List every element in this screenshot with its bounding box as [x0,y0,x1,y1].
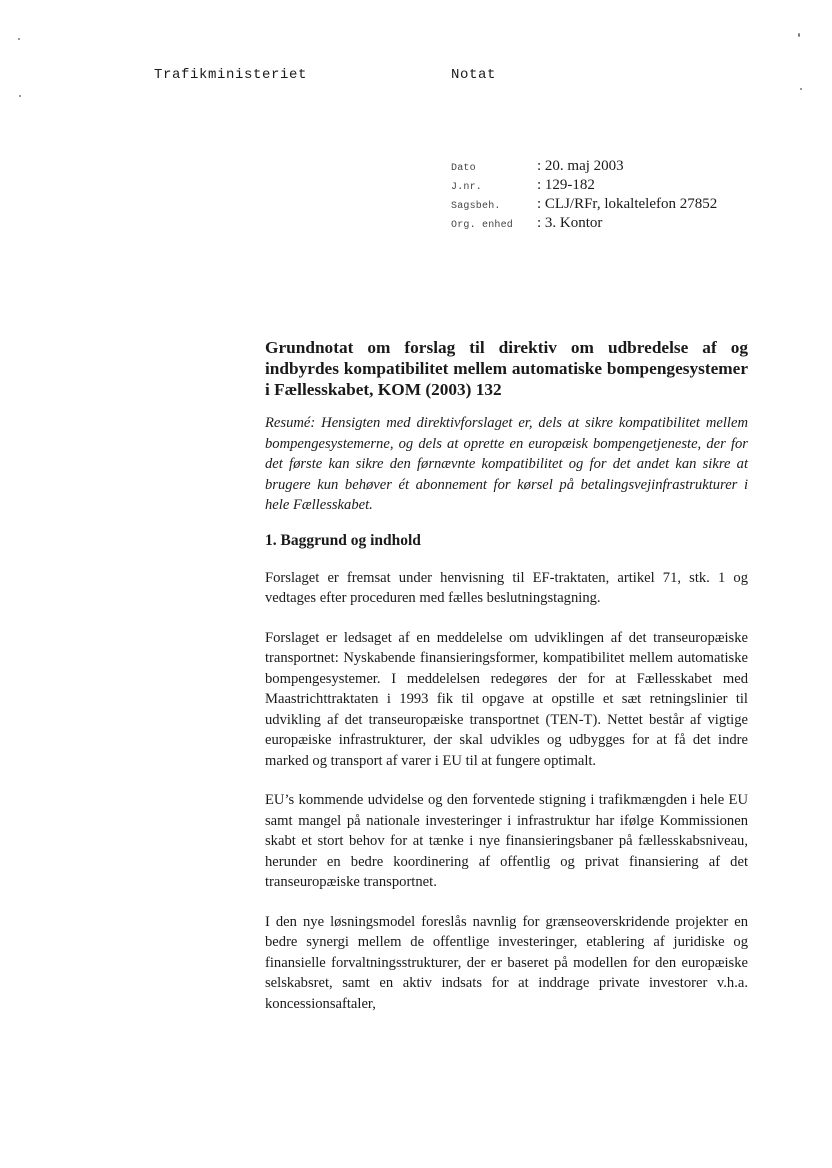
scan-speck [798,33,800,37]
ministry-name: Trafikministeriet [154,67,308,83]
scan-speck [800,88,802,90]
section-heading: 1. Baggrund og indhold [265,531,421,549]
scan-speck [18,38,20,40]
meta-value: : 129-182 [537,177,595,193]
document-type: Notat [451,67,497,83]
meta-value: : 3. Kontor [537,215,603,231]
meta-label: Dato [451,163,476,174]
document-body [265,337,748,1014]
meta-value: : CLJ/RFr, lokaltelefon 27852 [537,196,718,212]
meta-label: Org. enhed [451,220,514,231]
meta-value: : 20. maj 2003 [537,158,624,174]
document-title: Grundnotat om forslag til direktiv om udbredelse af og indbyrdes kompatibilitet mellem automatiske bompengesystemer i Fællesskabet, KOM (2003) 132 [265,338,748,399]
meta-label: J.nr. [451,182,483,193]
meta-label: Sagsbeh. [451,201,501,212]
body-paragraph: I den nye løsningsmodel foreslås navnlig for grænseoverskridende projekter en bedre synergi mellem de offentlige investeringer, etablering af juridiske og finansielle forvaltningsstrukturer, der er baseret på modellen for den europæiske selskabsret, samt en aktiv indsats for at inddrage private investorer v.h.a. koncessionsaftaler, [265,913,748,1012]
body-paragraph: EU’s kommende udvidelse og den forventede stigning i trafikmængden i hele EU samt mangel på nationale investeringer i infrastruktur har ifølge Kommissionen skabt et stort behov for at tænke i nye finansieringsbaner på fællesskabsniveau, herunder en bedre koordinering af offentlig og privat finansiering af det transeuropæiske transportnet. [265,792,748,891]
body-paragraph: Forslaget er ledsaget af en meddelelse om udviklingen af det transeuropæiske transportnet: Nyskabende finansieringsformer, kompatibilitet mellem automatiske bompengesystemer. I meddelelsen redegøres der for at Fællesskabet med Maastrichttraktaten i 1993 fik til opgave at opstille et sæt retningslinier til udvikling af det transeuropæiske transportnet (TEN-T). Nettet består af vigtige europæiske infrastrukturer, der skal udvikles og udbygges for at få det indre marked og transport af varer i EU til at fungere optimalt. [265,629,748,769]
scan-speck [19,95,21,97]
resume-paragraph: Resumé: Hensigten med direktivforslaget er, dels at sikre kompatibilitet mellem bompengesystemerne, og dels at oprette en europæisk bompengetjeneste, der for det første kan sikre den førnævnte kompatibilitet og for det andet kan sikre at brugere kun behøver ét abonnement for kørsel på betalingsvejinfrastrukturer i hele Fællesskabet. [265,415,748,514]
body-paragraph: Forslaget er fremsat under henvisning til EF-traktaten, artikel 71, stk. 1 og vedtages efter proceduren med fælles beslutningstagning. [265,569,748,607]
